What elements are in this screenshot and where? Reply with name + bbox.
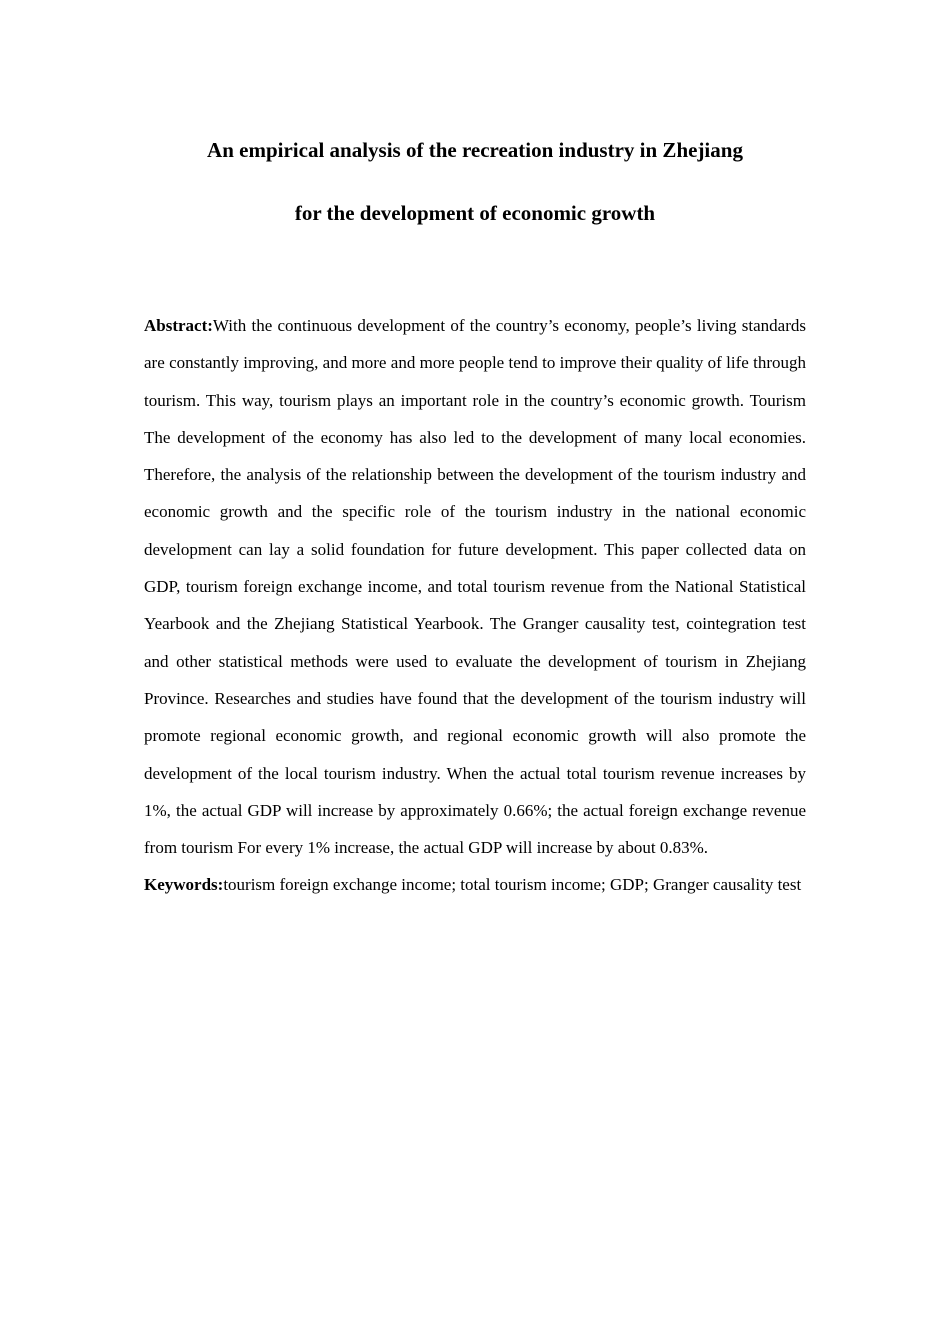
keywords-text: tourism foreign exchange income; total tourism income; GDP; Granger causality test	[223, 875, 802, 895]
keywords-label: Keywords:	[144, 875, 224, 895]
paper-title	[0, 136, 950, 227]
abstract-paragraph	[144, 307, 806, 866]
abstract-text: With the continuous development of the country’s economy, people’s living standards are constantly improving, and more and more people tend to improve their quality of life through tourism. This way, tourism plays an important role in the country’s economic growth. Tourism The development of the economy has also led to the development of many local economies. Therefore, the analysis of the relationship between the development of the tourism industry and economic growth and the specific role of the tourism industry in the national economic development can lay a solid foundation for future development. This paper collected data on GDP, tourism foreign exchange income, and total tourism revenue from the National Statistical Yearbook and the Zhejiang Statistical Yearbook. The Granger causality test, cointegration test and other statistical methods were used to evaluate the development of tourism in Zhejiang Province. Researches and studies have found that the development of the tourism industry will promote regional economic growth, and regional economic growth will also promote the development of the local tourism industry. When the actual total tourism revenue increases by 1%, the actual GDP will increase by approximately 0.66%; the actual foreign exchange revenue from tourism For every 1% increase, the actual GDP will increase by about 0.83%.	[144, 316, 806, 858]
title-line-2: for the development of economic growth	[294, 201, 656, 225]
title-line-1: An empirical analysis of the recreation industry in Zhejiang	[207, 138, 743, 162]
abstract-section	[144, 307, 806, 904]
abstract-label: Abstract:	[144, 316, 213, 335]
keywords-paragraph	[144, 866, 806, 903]
